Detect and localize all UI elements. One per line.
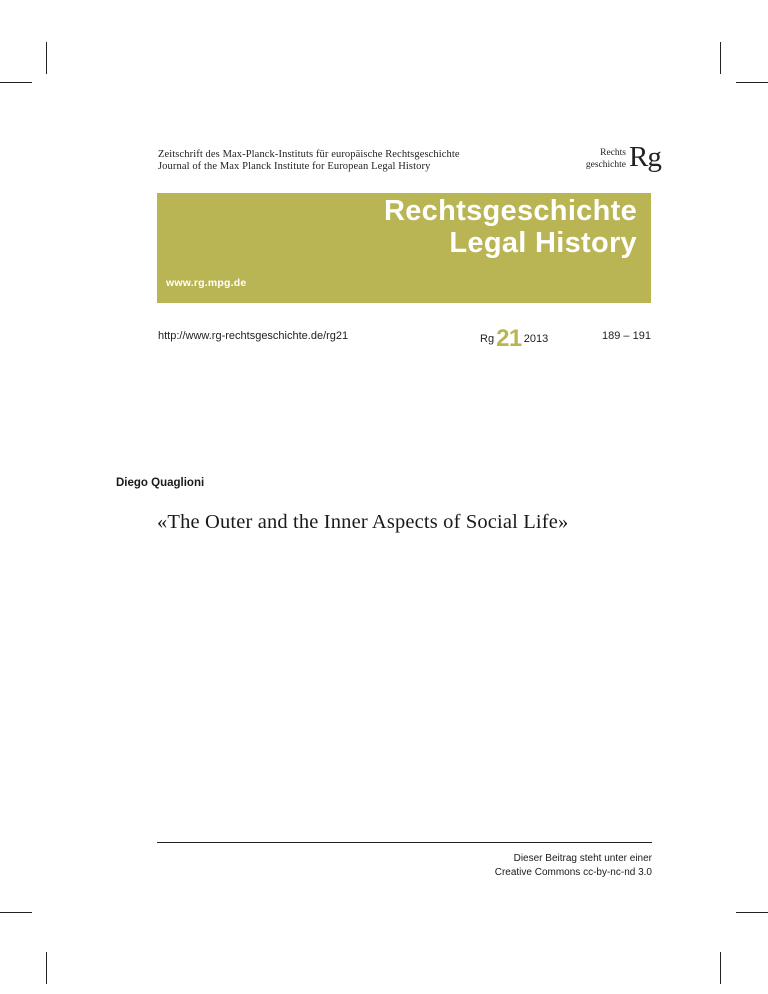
journal-name-de: Zeitschrift des Max-Planck-Instituts für europäische Rechtsgeschichte	[158, 149, 460, 160]
crop-mark	[46, 42, 47, 74]
logo-mark: Rg	[629, 141, 661, 173]
crop-mark	[0, 912, 32, 913]
journal-name-en: Journal of the Max Planck Institute for European Legal History	[158, 161, 431, 172]
logo-word-rechts: Rechts	[600, 148, 626, 158]
crop-mark	[46, 952, 47, 984]
banner-title-de: Rechtsgeschichte	[384, 195, 637, 227]
license-line-2: Creative Commons cc-by-nc-nd 3.0	[494, 867, 652, 878]
banner-url-link[interactable]: www.rg.mpg.de	[166, 277, 247, 289]
logo-word-geschichte: geschichte	[585, 160, 626, 170]
banner-title-en: Legal History	[449, 227, 637, 259]
volume-prefix: Rg	[480, 333, 495, 345]
page-range: 189 – 191	[602, 330, 651, 342]
crop-mark	[0, 82, 32, 83]
article-title: «The Outer and the Inner Aspects of Social Life»	[157, 511, 569, 533]
volume-citation	[480, 325, 549, 352]
footer-divider	[157, 842, 652, 843]
crop-mark	[736, 912, 768, 913]
crop-mark	[720, 42, 721, 74]
article-link[interactable]: http://www.rg-rechtsgeschichte.de/rg21	[158, 330, 349, 342]
license-line-1: Dieser Beitrag steht unter einer	[513, 853, 652, 864]
journal-banner	[157, 193, 651, 303]
article-author: Diego Quaglioni	[116, 477, 205, 489]
crop-mark	[736, 82, 768, 83]
crop-mark	[720, 952, 721, 984]
volume-number: 21	[496, 325, 522, 352]
license-note	[495, 852, 652, 880]
journal-logo	[585, 141, 661, 173]
volume-year: 2013	[523, 333, 549, 345]
